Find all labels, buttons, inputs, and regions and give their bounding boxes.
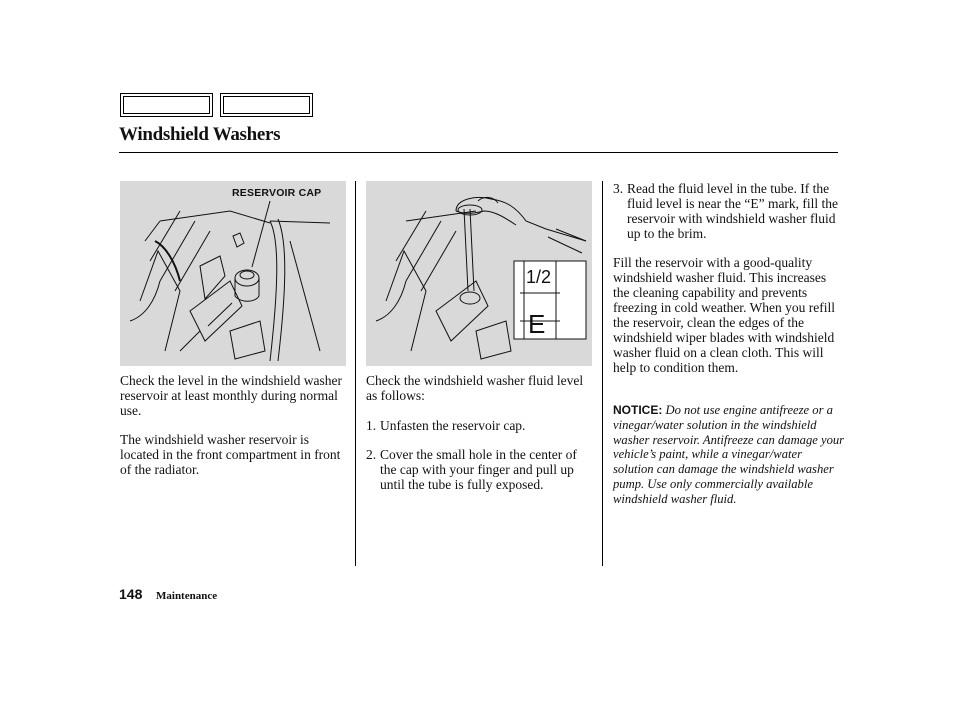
step-2 bbox=[366, 447, 592, 509]
fluid-level-check-illustration bbox=[366, 181, 592, 366]
page-title: Windshield Washers bbox=[119, 124, 281, 145]
step-3-text: Read the fluid level in the tube. If the fluid level is near the “E” mark, fill the reservoir with windshield washer fluid up to the brim. bbox=[627, 181, 839, 241]
reservoir-cap-label: RESERVOIR CAP bbox=[232, 187, 322, 199]
column-divider-2 bbox=[602, 181, 603, 566]
col1-para2: The windshield washer reservoir is located in the front compartment in front of the radiator. bbox=[120, 432, 341, 477]
nav-button-previous[interactable] bbox=[120, 93, 213, 117]
step-1 bbox=[366, 418, 592, 434]
gauge-empty-mark: E bbox=[528, 309, 546, 339]
step-3 bbox=[613, 181, 845, 243]
col2-intro: Check the windshield washer fluid level as follows: bbox=[366, 373, 584, 403]
column-divider-1 bbox=[355, 181, 356, 566]
nav-button-next[interactable] bbox=[220, 93, 313, 117]
page-number: 148 bbox=[119, 586, 143, 602]
title-divider bbox=[119, 152, 838, 153]
col1-para1: Check the level in the windshield washer reservoir at least monthly during normal use. bbox=[120, 373, 342, 418]
notice-label: NOTICE: bbox=[613, 403, 663, 417]
notice-text: Do not use engine antifreeze or a vinegar/water solution in the windshield washer reservoir. Antifreeze can damage your vehicle’s paint, while a vinegar/water solution can damage the windshield washer pump. Use only commercially available windshield washer fluid. bbox=[613, 403, 845, 506]
step-2-number: 2. bbox=[366, 447, 377, 462]
step-2-text: Cover the small hole in the center of the cap with your finger and pull up until the tube is fully exposed. bbox=[380, 447, 577, 492]
section-name: Maintenance bbox=[156, 590, 218, 602]
step-3-number: 3. bbox=[613, 181, 624, 196]
gauge-half-mark: 1/2 bbox=[526, 267, 552, 287]
step-1-number: 1. bbox=[366, 418, 377, 433]
notice-block bbox=[613, 403, 845, 507]
col3-para: Fill the reservoir with a good-quality windshield washer fluid. This increases the cleaning capability and prevents freezing in cold weather. When you refill the reservoir, clean the edges of the windshield wiper blades with windshield washer fluid on a clean cloth. This will help to condition them. bbox=[613, 255, 836, 375]
step-1-text: Unfasten the reservoir cap. bbox=[380, 418, 526, 433]
reservoir-cap-illustration bbox=[120, 181, 346, 366]
